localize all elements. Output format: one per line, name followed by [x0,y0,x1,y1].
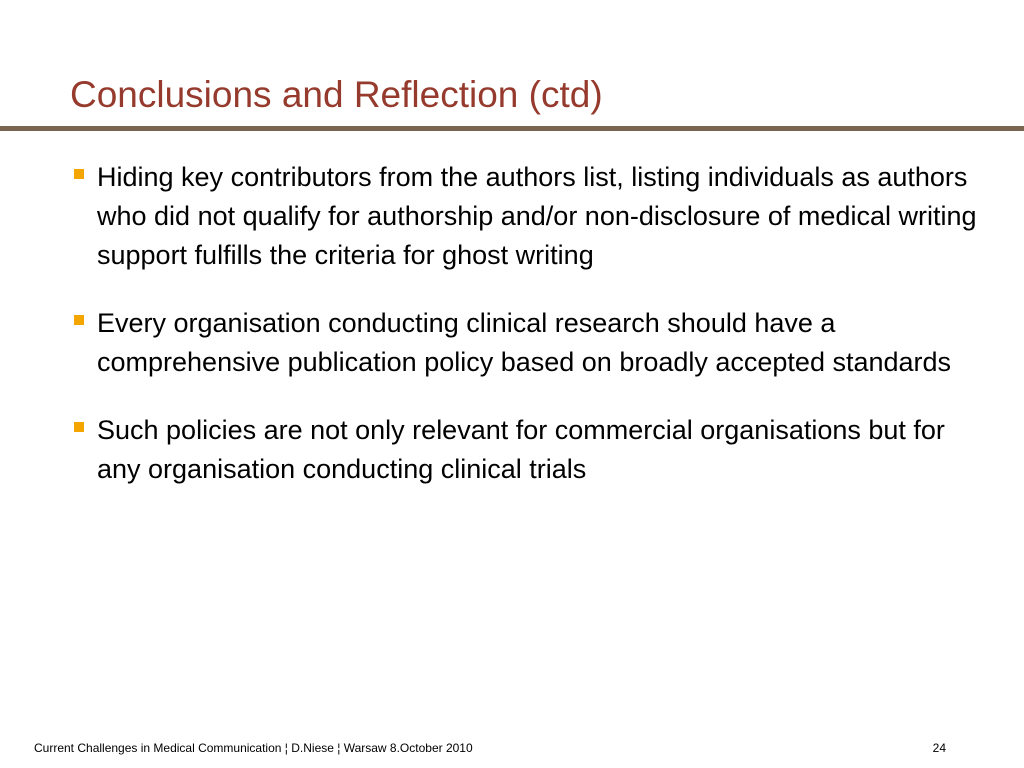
bullet-text: Hiding key contributors from the authors list, listing individuals as authors who did not qualify for authorship and/or non-disclosure of medical writing support fulfills the criteria for ghost writing [97,162,977,270]
page-number: 24 [932,741,946,755]
square-bullet-icon [74,422,84,432]
bullet-text: Such policies are not only relevant for commercial organisations but for any organisation conducting clinical trials [97,415,945,484]
bullet-item [72,411,992,489]
bullet-list [72,158,992,518]
bullet-text: Every organisation conducting clinical research should have a comprehensive publication policy based on broadly accepted standards [97,308,952,377]
square-bullet-icon [74,315,84,325]
footer-text: Current Challenges in Medical Communication ¦ D.Niese ¦ Warsaw 8.October 2010 [34,741,473,755]
bullet-item [72,304,992,382]
bullet-item [72,158,992,275]
square-bullet-icon [74,169,84,179]
title-divider [0,126,1024,131]
slide-title: Conclusions and Reflection (ctd) [70,74,603,115]
